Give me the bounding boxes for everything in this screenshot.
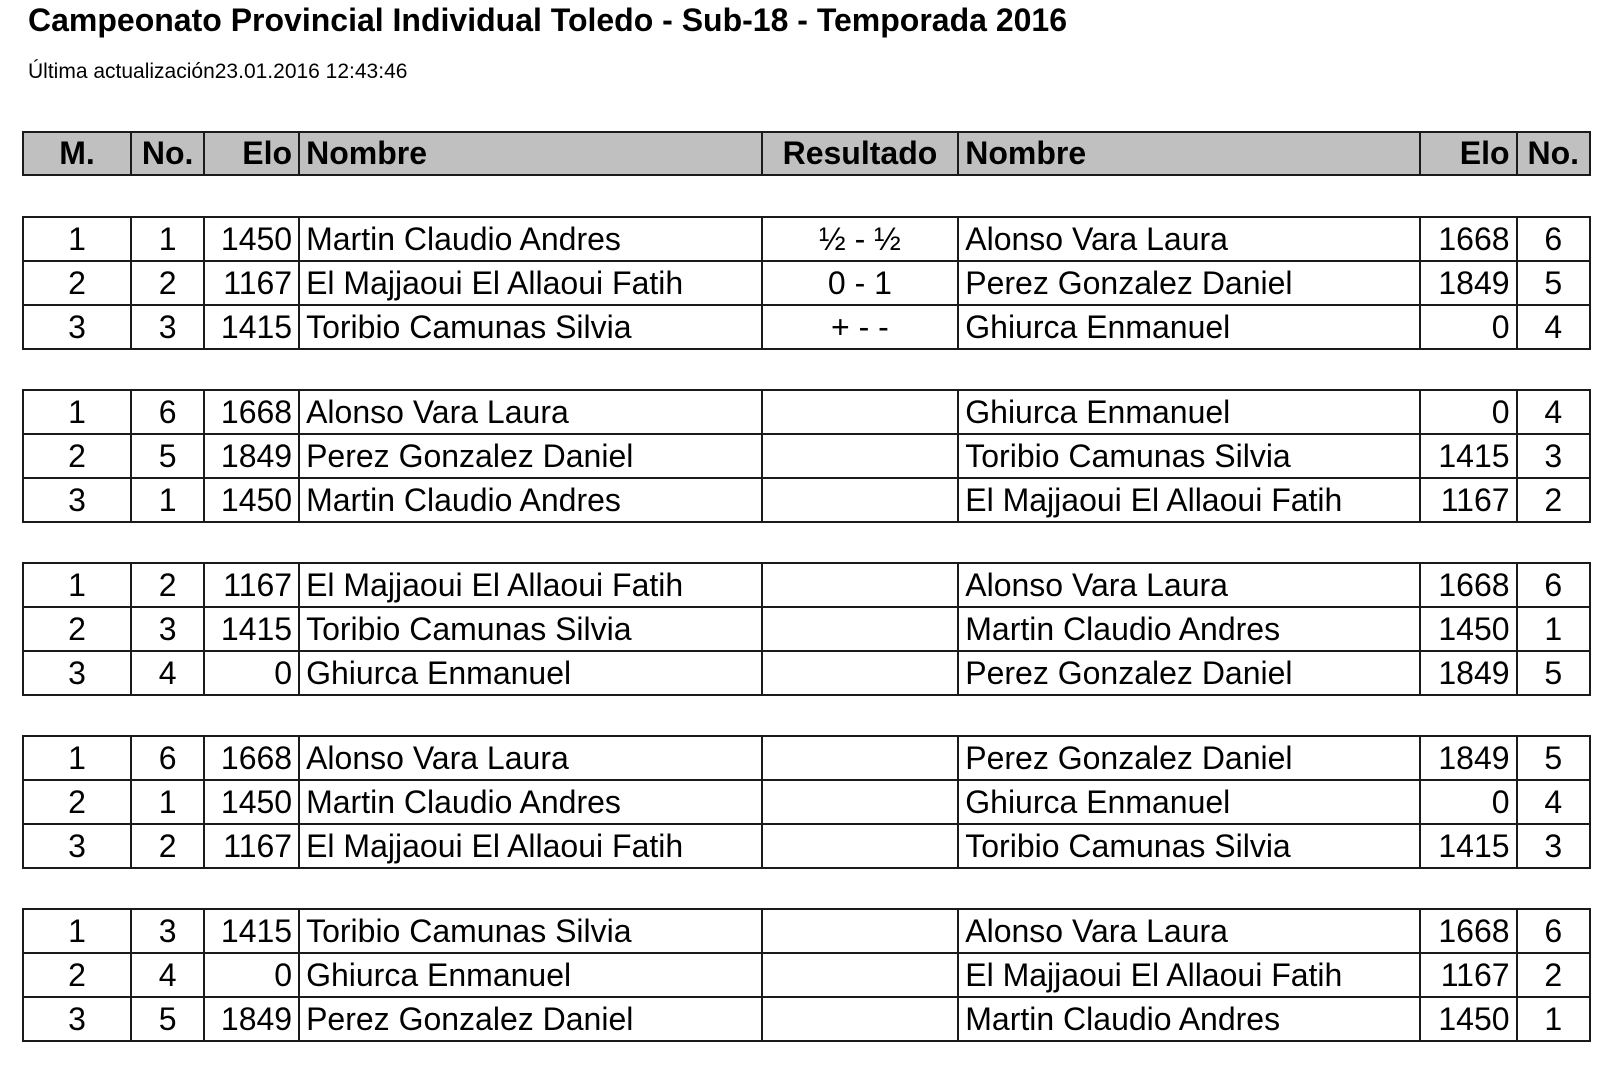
player-name-cell: Toribio Camunas Silvia <box>299 305 762 349</box>
board-cell: 2 <box>23 780 131 824</box>
result-cell <box>762 651 959 695</box>
table-row <box>23 736 1590 780</box>
opponent-elo-cell: 1415 <box>1420 824 1517 868</box>
pairings-header <box>22 131 1591 176</box>
opponent-name-cell: Martin Claudio Andres <box>958 997 1420 1041</box>
opponent-elo-cell: 1167 <box>1420 953 1517 997</box>
opponent-number-cell: 3 <box>1517 824 1590 868</box>
player-number-cell: 3 <box>131 607 204 651</box>
result-cell <box>762 736 959 780</box>
result-cell: ½ - ½ <box>762 217 959 261</box>
player-name-cell: El Majjaoui El Allaoui Fatih <box>299 261 762 305</box>
opponent-name-cell: Alonso Vara Laura <box>958 217 1420 261</box>
opponent-number-cell: 6 <box>1517 909 1590 953</box>
board-cell: 2 <box>23 953 131 997</box>
opponent-elo-cell: 1668 <box>1420 563 1517 607</box>
last-updated-value: 23.01.2016 12:43:46 <box>214 60 408 83</box>
opponent-number-cell: 6 <box>1517 217 1590 261</box>
player-name-cell: Ghiurca Enmanuel <box>299 953 762 997</box>
table-row <box>23 563 1590 607</box>
opponent-name-cell: Perez Gonzalez Daniel <box>958 261 1420 305</box>
last-updated-label: Última actualización <box>28 60 215 83</box>
round-table <box>22 908 1591 1042</box>
player-number-cell: 2 <box>131 563 204 607</box>
opponent-name-cell: Alonso Vara Laura <box>958 909 1420 953</box>
opponent-number-cell: 5 <box>1517 736 1590 780</box>
player-elo-cell: 0 <box>204 953 299 997</box>
opponent-number-cell: 4 <box>1517 305 1590 349</box>
header-board: M. <box>23 132 131 175</box>
board-cell: 2 <box>23 607 131 651</box>
opponent-name-cell: Perez Gonzalez Daniel <box>958 736 1420 780</box>
player-number-cell: 3 <box>131 909 204 953</box>
player-elo-cell: 1668 <box>204 390 299 434</box>
opponent-name-cell: El Majjaoui El Allaoui Fatih <box>958 953 1420 997</box>
player-elo-cell: 1167 <box>204 824 299 868</box>
player-number-cell: 3 <box>131 305 204 349</box>
table-row <box>23 824 1590 868</box>
player-number-cell: 1 <box>131 217 204 261</box>
table-row <box>23 909 1590 953</box>
result-cell: + - - <box>762 305 959 349</box>
opponent-number-cell: 2 <box>1517 953 1590 997</box>
player-elo-cell: 1415 <box>204 607 299 651</box>
player-elo-cell: 1415 <box>204 305 299 349</box>
header-name-2: Nombre <box>958 132 1420 175</box>
board-cell: 3 <box>23 305 131 349</box>
table-row <box>23 651 1590 695</box>
opponent-name-cell: Ghiurca Enmanuel <box>958 390 1420 434</box>
board-cell: 2 <box>23 261 131 305</box>
table-row <box>23 478 1590 522</box>
player-name-cell: Martin Claudio Andres <box>299 478 762 522</box>
opponent-number-cell: 4 <box>1517 780 1590 824</box>
board-cell: 1 <box>23 909 131 953</box>
player-elo-cell: 1849 <box>204 434 299 478</box>
opponent-number-cell: 6 <box>1517 563 1590 607</box>
player-number-cell: 2 <box>131 261 204 305</box>
player-number-cell: 1 <box>131 780 204 824</box>
opponent-elo-cell: 0 <box>1420 390 1517 434</box>
player-name-cell: Perez Gonzalez Daniel <box>299 434 762 478</box>
player-number-cell: 2 <box>131 824 204 868</box>
player-number-cell: 4 <box>131 953 204 997</box>
player-name-cell: Toribio Camunas Silvia <box>299 607 762 651</box>
opponent-elo-cell: 1849 <box>1420 651 1517 695</box>
table-row <box>23 434 1590 478</box>
opponent-name-cell: Alonso Vara Laura <box>958 563 1420 607</box>
result-cell <box>762 607 959 651</box>
table-row <box>23 953 1590 997</box>
result-cell: 0 - 1 <box>762 261 959 305</box>
header-elo-2: Elo <box>1420 132 1517 175</box>
board-cell: 1 <box>23 563 131 607</box>
player-name-cell: Martin Claudio Andres <box>299 780 762 824</box>
player-elo-cell: 1450 <box>204 217 299 261</box>
player-elo-cell: 1668 <box>204 736 299 780</box>
opponent-name-cell: Martin Claudio Andres <box>958 607 1420 651</box>
board-cell: 3 <box>23 824 131 868</box>
board-cell: 3 <box>23 997 131 1041</box>
opponent-number-cell: 3 <box>1517 434 1590 478</box>
table-row <box>23 217 1590 261</box>
header-name: Nombre <box>299 132 762 175</box>
opponent-number-cell: 4 <box>1517 390 1590 434</box>
player-name-cell: Toribio Camunas Silvia <box>299 909 762 953</box>
opponent-elo-cell: 1849 <box>1420 261 1517 305</box>
result-cell <box>762 478 959 522</box>
board-cell: 1 <box>23 217 131 261</box>
player-name-cell: Perez Gonzalez Daniel <box>299 997 762 1041</box>
player-number-cell: 1 <box>131 478 204 522</box>
player-elo-cell: 1167 <box>204 261 299 305</box>
opponent-name-cell: Perez Gonzalez Daniel <box>958 651 1420 695</box>
player-elo-cell: 1450 <box>204 780 299 824</box>
opponent-number-cell: 1 <box>1517 607 1590 651</box>
player-number-cell: 4 <box>131 651 204 695</box>
opponent-name-cell: Ghiurca Enmanuel <box>958 305 1420 349</box>
header-number: No. <box>131 132 204 175</box>
table-row <box>23 390 1590 434</box>
round-table <box>22 216 1591 350</box>
player-name-cell: Alonso Vara Laura <box>299 390 762 434</box>
player-name-cell: Alonso Vara Laura <box>299 736 762 780</box>
player-number-cell: 6 <box>131 736 204 780</box>
table-row <box>23 261 1590 305</box>
round-table <box>22 735 1591 869</box>
round-table <box>22 389 1591 523</box>
board-cell: 2 <box>23 434 131 478</box>
player-name-cell: Martin Claudio Andres <box>299 217 762 261</box>
opponent-number-cell: 2 <box>1517 478 1590 522</box>
player-number-cell: 5 <box>131 997 204 1041</box>
result-cell <box>762 824 959 868</box>
opponent-name-cell: Toribio Camunas Silvia <box>958 824 1420 868</box>
opponent-name-cell: Toribio Camunas Silvia <box>958 434 1420 478</box>
result-cell <box>762 953 959 997</box>
opponent-elo-cell: 1415 <box>1420 434 1517 478</box>
table-row <box>23 607 1590 651</box>
board-cell: 1 <box>23 390 131 434</box>
player-number-cell: 6 <box>131 390 204 434</box>
table-row <box>23 780 1590 824</box>
opponent-name-cell: Ghiurca Enmanuel <box>958 780 1420 824</box>
opponent-elo-cell: 1450 <box>1420 607 1517 651</box>
result-cell <box>762 390 959 434</box>
player-elo-cell: 1450 <box>204 478 299 522</box>
opponent-elo-cell: 0 <box>1420 305 1517 349</box>
page-title: Campeonato Provincial Individual Toledo - Sub-18 - Temporada 2016 <box>28 2 1068 38</box>
opponent-elo-cell: 1450 <box>1420 997 1517 1041</box>
header-elo: Elo <box>204 132 299 175</box>
opponent-elo-cell: 0 <box>1420 780 1517 824</box>
opponent-elo-cell: 1668 <box>1420 217 1517 261</box>
result-cell <box>762 780 959 824</box>
result-cell <box>762 563 959 607</box>
opponent-number-cell: 5 <box>1517 651 1590 695</box>
header-result: Resultado <box>762 132 959 175</box>
round-table <box>22 562 1591 696</box>
last-updated <box>28 60 407 84</box>
header-number-2: No. <box>1517 132 1590 175</box>
board-cell: 3 <box>23 651 131 695</box>
table-row <box>23 305 1590 349</box>
table-row <box>23 997 1590 1041</box>
opponent-elo-cell: 1167 <box>1420 478 1517 522</box>
player-name-cell: El Majjaoui El Allaoui Fatih <box>299 824 762 868</box>
result-cell <box>762 909 959 953</box>
result-cell <box>762 434 959 478</box>
opponent-elo-cell: 1849 <box>1420 736 1517 780</box>
result-cell <box>762 997 959 1041</box>
player-name-cell: El Majjaoui El Allaoui Fatih <box>299 563 762 607</box>
board-cell: 1 <box>23 736 131 780</box>
player-elo-cell: 1849 <box>204 997 299 1041</box>
player-elo-cell: 0 <box>204 651 299 695</box>
opponent-number-cell: 1 <box>1517 997 1590 1041</box>
opponent-number-cell: 5 <box>1517 261 1590 305</box>
player-elo-cell: 1415 <box>204 909 299 953</box>
player-elo-cell: 1167 <box>204 563 299 607</box>
opponent-elo-cell: 1668 <box>1420 909 1517 953</box>
player-number-cell: 5 <box>131 434 204 478</box>
board-cell: 3 <box>23 478 131 522</box>
player-name-cell: Ghiurca Enmanuel <box>299 651 762 695</box>
header-row <box>23 132 1590 175</box>
opponent-name-cell: El Majjaoui El Allaoui Fatih <box>958 478 1420 522</box>
